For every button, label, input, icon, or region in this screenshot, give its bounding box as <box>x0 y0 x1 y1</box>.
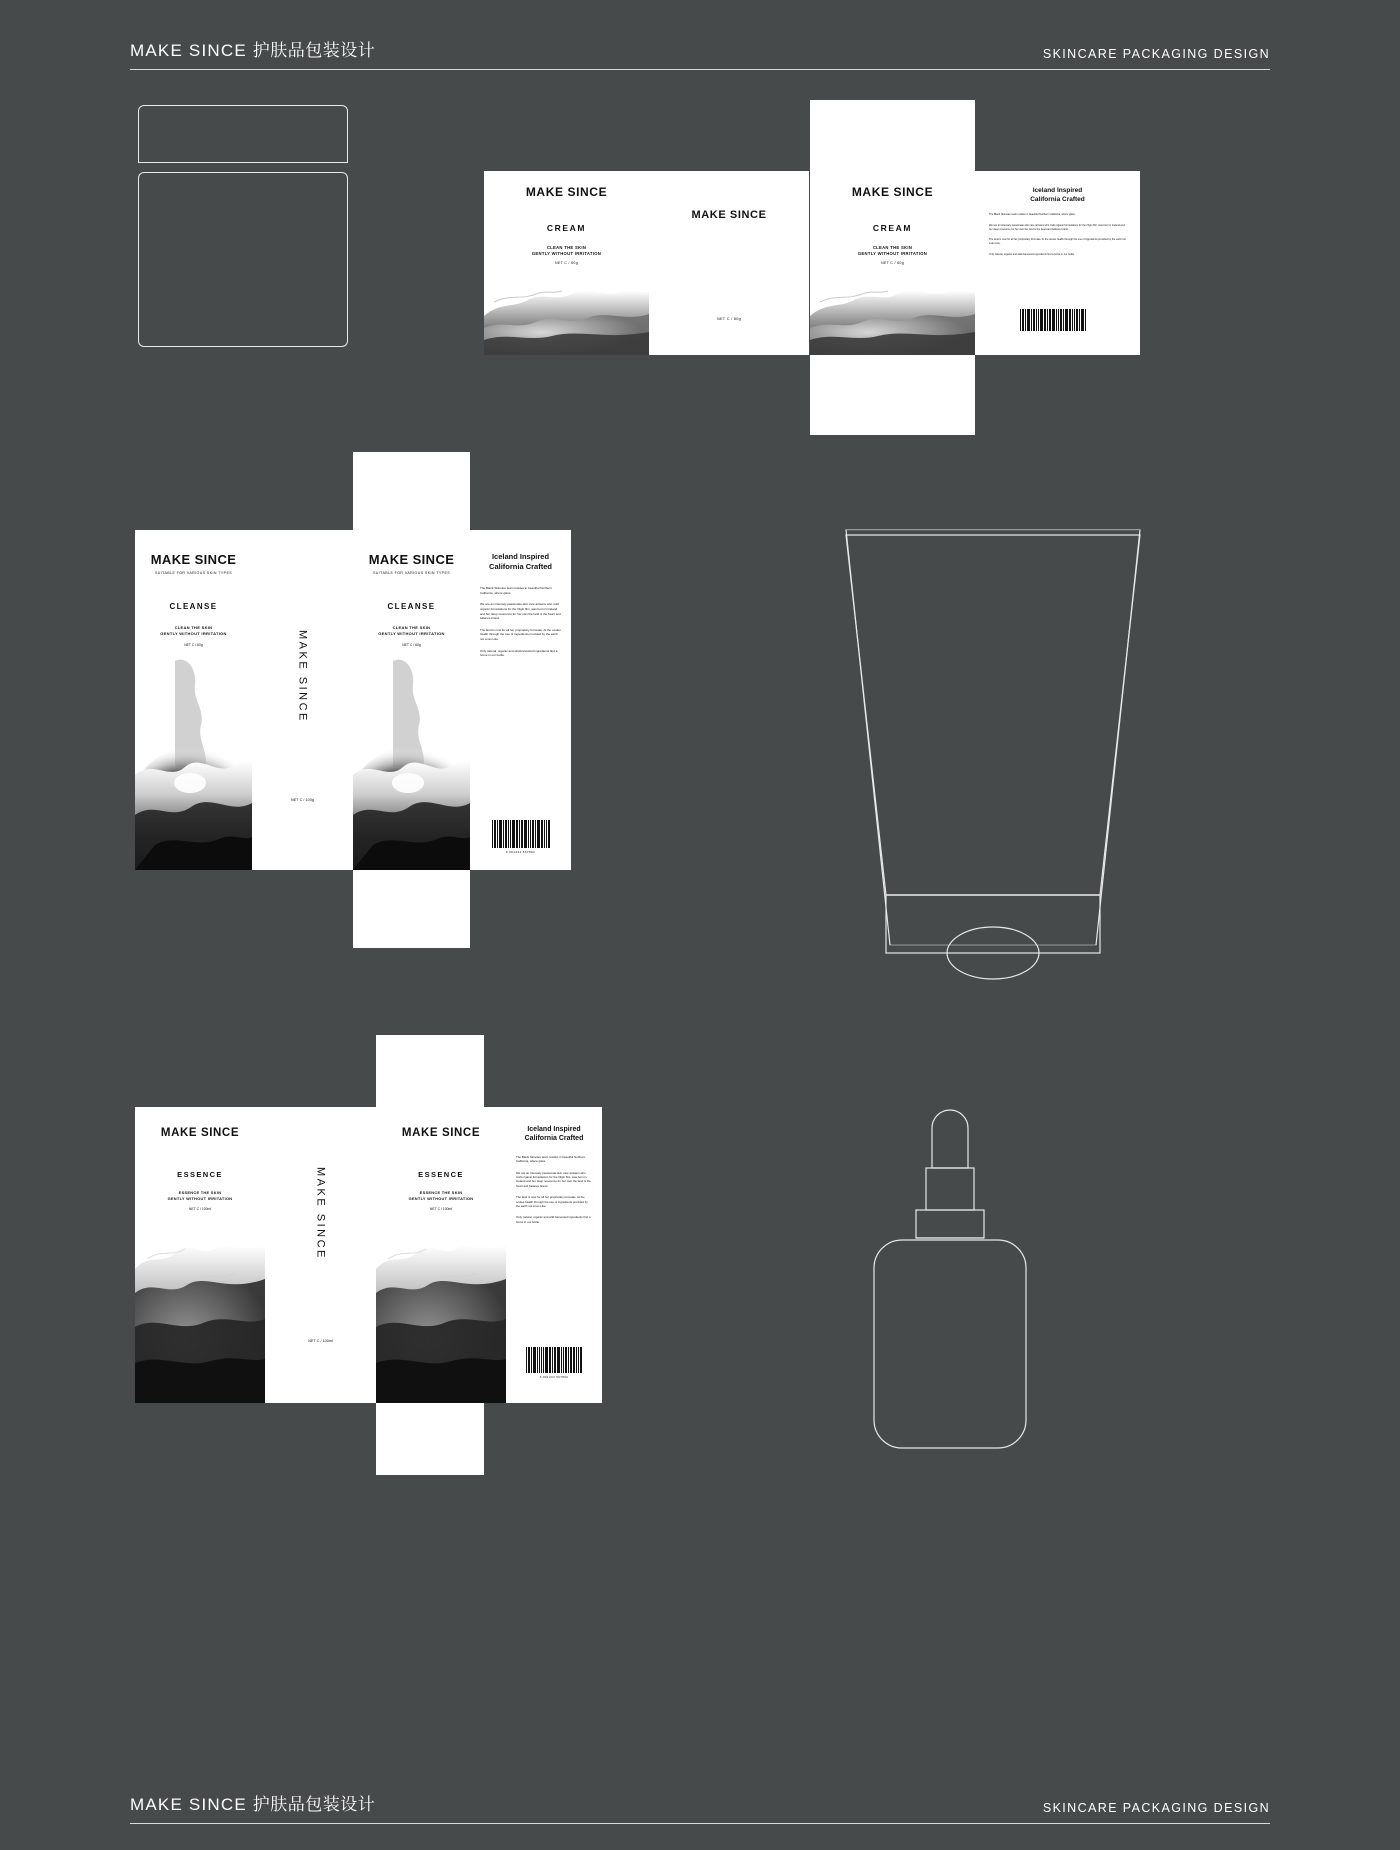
essence-front-artwork <box>135 1223 265 1403</box>
cleanse-back-copy <box>480 586 561 665</box>
cream-barcode <box>1020 309 1092 331</box>
page-footer <box>130 1790 1270 1824</box>
essence-side-brand: MAKE SINCE <box>314 1167 327 1260</box>
cleanse-back-heading-line2: California Crafted <box>489 562 552 572</box>
cream-front-panel <box>484 171 649 355</box>
essence-back-panel <box>506 1107 602 1403</box>
essence-dup-product: ESSENCE <box>418 1170 464 1179</box>
cream-back-paragraph: Only natural, organic and wild-harvested ingredients find a home in our bottle. <box>989 252 1075 256</box>
cleanse-front-panel <box>135 530 252 870</box>
essence-barcode <box>526 1347 582 1373</box>
cleanse-front-tagline: SUITABLE FOR VARIOUS SKIN TYPES <box>154 571 233 575</box>
essence-dup-net: NET C / 100ml <box>429 1207 453 1211</box>
cleanse-dup-claim-line2: GENTLY WITHOUT IRRITATION <box>378 630 445 636</box>
dropper-bottle-lineart <box>850 1090 1050 1460</box>
cream-front-brand: MAKE SINCE <box>525 185 608 199</box>
cream-dup-claim-line1: CLEAN THE SKIN <box>872 245 913 250</box>
essence-back-heading-line1: Iceland Inspired <box>527 1126 581 1133</box>
cream-dup-product: CREAM <box>872 223 913 233</box>
cleanse-barcode <box>492 820 550 848</box>
essence-back-paragraph: Only natural, organic and wild-harvested ingredients find a home in our bottle. <box>516 1215 591 1224</box>
cleanse-dieline-bottom-flap <box>353 870 470 948</box>
page-header <box>130 36 1270 70</box>
cream-back-paragraph: The land is now for all her proprietary formulas. At the ocules health through the use of ingredients provided by the earth not a tan Like. <box>989 238 1126 245</box>
cream-side-panel <box>649 171 809 355</box>
cream-back-heading-line2: California Crafted <box>1030 195 1085 203</box>
cream-dup-net: NET C / 60g <box>880 261 904 265</box>
cream-back-panel <box>975 171 1140 355</box>
cleanse-dup-product: CLEANSE <box>387 602 436 611</box>
essence-barcode-number: 6 901234 567892 <box>539 1375 569 1379</box>
cream-side-net: NET C / 60g <box>716 317 742 321</box>
essence-back-heading-line2: California Crafted <box>524 1135 584 1143</box>
cream-front-claim <box>484 245 649 257</box>
cleanse-barcode-number: 6 901234 567892 <box>505 850 536 854</box>
header-brand-cjk: 护肤品包装设计 <box>252 41 376 60</box>
essence-front-net: NET C / 100ml <box>188 1207 212 1211</box>
cream-front-net: NET C / 60g <box>554 261 578 265</box>
cleanse-back-paragraph: We are an intensely passionate skin care artisans who craft organic formulations for the Olgin film, was born in Iceland and her deep reverence for her own the land is the heart and balance brand. <box>480 602 561 621</box>
cleanse-back-paragraph: The Blank Skincare team resides in beautiful Northern California, where glass. <box>480 586 552 595</box>
cleanse-front-product: CLEANSE <box>169 602 218 611</box>
essence-front-claim-line2: GENTLY WITHOUT IRRITATION <box>167 1195 233 1201</box>
cleanse-front-claim-line1: CLEAN THE SKIN <box>174 625 213 630</box>
cleanse-front-net: NET C / 60g <box>184 643 203 647</box>
cleanse-side-brand: MAKE SINCE <box>296 630 309 723</box>
essence-front-claim <box>135 1190 265 1201</box>
cream-dieline-top-flap <box>810 100 975 171</box>
essence-back-heading <box>506 1125 602 1144</box>
cleanse-dup-brand: MAKE SINCE <box>368 552 455 567</box>
essence-front-brand: MAKE SINCE <box>160 1127 240 1139</box>
cleanse-back-heading <box>470 552 571 572</box>
cream-back-paragraph: The Blank Skincare team resides in beautiful Northern California, where glass. <box>989 213 1076 216</box>
header-subtitle: SKINCARE PACKAGING DESIGN <box>1042 47 1270 61</box>
cleanse-dup-claim <box>353 625 470 637</box>
essence-dup-claim <box>376 1190 506 1201</box>
cream-back-heading-line1: Iceland Inspired <box>1032 187 1083 194</box>
lid-outline-body <box>138 172 348 347</box>
essence-front-panel <box>135 1107 265 1403</box>
footer-brand-cjk: 护肤品包装设计 <box>252 1795 376 1814</box>
cream-dup-claim <box>810 245 975 257</box>
cream-back-heading <box>975 187 1140 205</box>
footer-brand-en: MAKE SINCE <box>130 1795 247 1814</box>
essence-front-claim-line1: ESSENCE THE SKIN <box>178 1190 222 1195</box>
cream-front-claim-line2: GENTLY WITHOUT IRRITATION <box>531 251 602 257</box>
cleanse-back-paragraph: Only natural, organic and wild-harvested ingredients find a home in our bottle. <box>480 648 558 658</box>
cleanse-back-paragraph: The land is now for all her proprietary formulas. At the ocules health through the use of ingredients provided by the earth not a tan Like. <box>480 627 561 642</box>
essence-dieline-bottom-flap <box>376 1403 484 1475</box>
cream-dieline-bottom-flap <box>810 355 975 435</box>
footer-subtitle: SKINCARE PACKAGING DESIGN <box>1042 1801 1270 1815</box>
cream-dup-claim-line2: GENTLY WITHOUT IRRITATION <box>857 251 928 257</box>
essence-dieline-top-flap <box>376 1035 484 1107</box>
cream-front-claim-line1: CLEAN THE SKIN <box>546 245 587 250</box>
cleanse-back-heading-line1: Iceland Inspired <box>491 552 550 561</box>
lid-outline-top <box>138 105 348 163</box>
cleanse-side-net: NET C / 100g <box>291 798 314 802</box>
essence-front-product: ESSENCE <box>177 1170 223 1179</box>
essence-back-paragraph: The land is now for all her proprietary formulas. At the ocules health through the use of ingredients provided by the earth not a tan Like. <box>516 1195 588 1208</box>
footer-brand-title <box>130 1790 375 1815</box>
cleanse-front-panel-duplicate <box>353 530 470 870</box>
cream-front-panel-duplicate <box>810 171 975 355</box>
cleanse-dup-artwork <box>353 655 470 870</box>
header-brand-en: MAKE SINCE <box>130 41 247 60</box>
cleanse-dup-net: NET C / 60g <box>402 643 421 647</box>
cleanse-back-panel <box>470 530 571 870</box>
cream-dup-brand: MAKE SINCE <box>851 185 934 199</box>
essence-dup-artwork <box>376 1223 506 1403</box>
essence-side-panel <box>265 1107 376 1403</box>
header-brand-title <box>130 36 375 61</box>
essence-back-paragraph: We are an intensely passionate skin care artisans who craft organic formulations for the Olgin film, was born in Iceland and her deep reverence for her own the land is the heart and balance brand. <box>516 1170 591 1188</box>
cleanse-front-claim-line2: GENTLY WITHOUT IRRITATION <box>160 630 227 636</box>
cream-front-artwork <box>484 272 649 355</box>
essence-back-copy <box>516 1155 592 1231</box>
essence-side-net: NET C / 100ml <box>308 1339 333 1343</box>
essence-front-panel-duplicate <box>376 1107 506 1403</box>
cream-back-copy <box>989 213 1126 264</box>
essence-dup-claim-line1: ESSENCE THE SKIN <box>419 1190 463 1195</box>
cleanse-dup-tagline: SUITABLE FOR VARIOUS SKIN TYPES <box>372 571 451 575</box>
essence-dup-claim-line2: GENTLY WITHOUT IRRITATION <box>408 1195 474 1201</box>
cleanse-front-brand: MAKE SINCE <box>150 552 237 567</box>
cream-dup-artwork <box>810 272 975 355</box>
cleanse-side-panel <box>252 530 353 870</box>
tube-lineart <box>838 525 1148 955</box>
cleanse-front-claim <box>135 625 252 637</box>
cleanse-dup-claim-line1: CLEAN THE SKIN <box>392 625 431 630</box>
cream-back-paragraph: We are an intensely passionate skin care artisans who craft organic formulations for the Olgin film, was born in Iceland and her deep reverence for her own the land is the heart and balance brand. <box>989 223 1125 231</box>
essence-dup-brand: MAKE SINCE <box>401 1127 481 1139</box>
essence-back-paragraph: The Blank Skincare team resides in beautiful Northern California, where glass. <box>516 1155 586 1164</box>
cleanse-dieline-top-flap <box>353 452 470 530</box>
cream-side-brand: MAKE SINCE <box>691 209 767 221</box>
cleanse-front-artwork <box>135 655 252 870</box>
cream-front-product: CREAM <box>546 223 587 233</box>
